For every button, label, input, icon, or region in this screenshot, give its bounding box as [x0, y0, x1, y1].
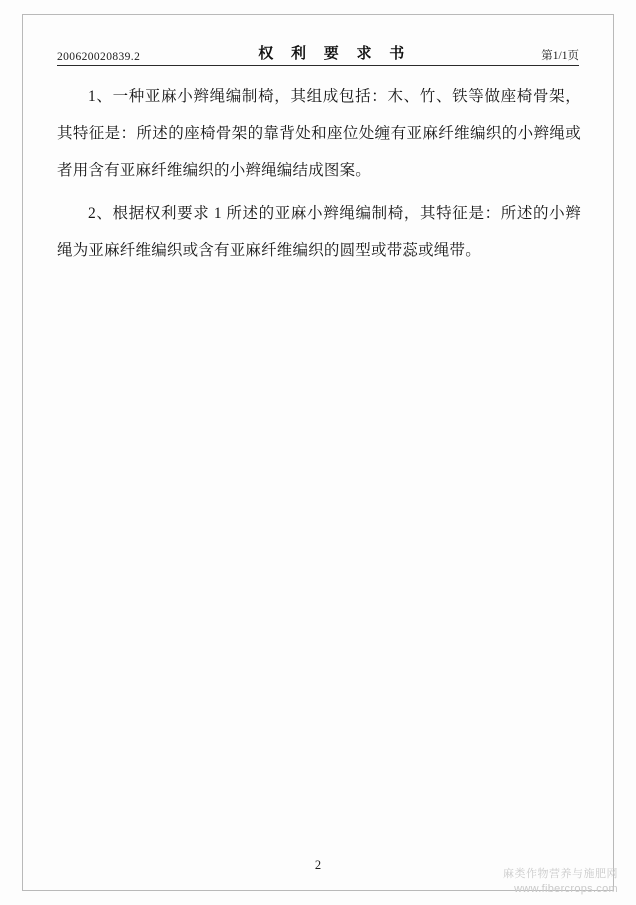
watermark-url: www.fibercrops.com: [514, 883, 618, 895]
claims-body: [57, 78, 581, 275]
footer-page-number: 2: [314, 858, 322, 872]
document-header: [57, 40, 579, 66]
claim-paragraph: 2、根据权利要求 1 所述的亚麻小辫绳编制椅，其特征是：所述的小辫绳为亚麻纤维编织或含有亚麻纤维编织的圆型或带蕊或绳带。: [57, 205, 581, 259]
application-number: 200620020839.2: [57, 51, 141, 63]
page-label: 第1/1页: [541, 50, 579, 62]
document-title: 权 利 要 求 书: [258, 46, 412, 62]
watermark: [503, 867, 618, 897]
claim-paragraph: 1、一种亚麻小辫绳编制椅，其组成包括：木、竹、铁等做座椅骨架，其特征是：所述的座椅骨架的靠背处和座位处缠有亚麻纤维编织的小辫绳或者用含有亚麻纤维编织的小辫绳编结成图案。: [57, 88, 581, 179]
watermark-site-name: 麻类作物营养与施肥网: [503, 868, 618, 880]
